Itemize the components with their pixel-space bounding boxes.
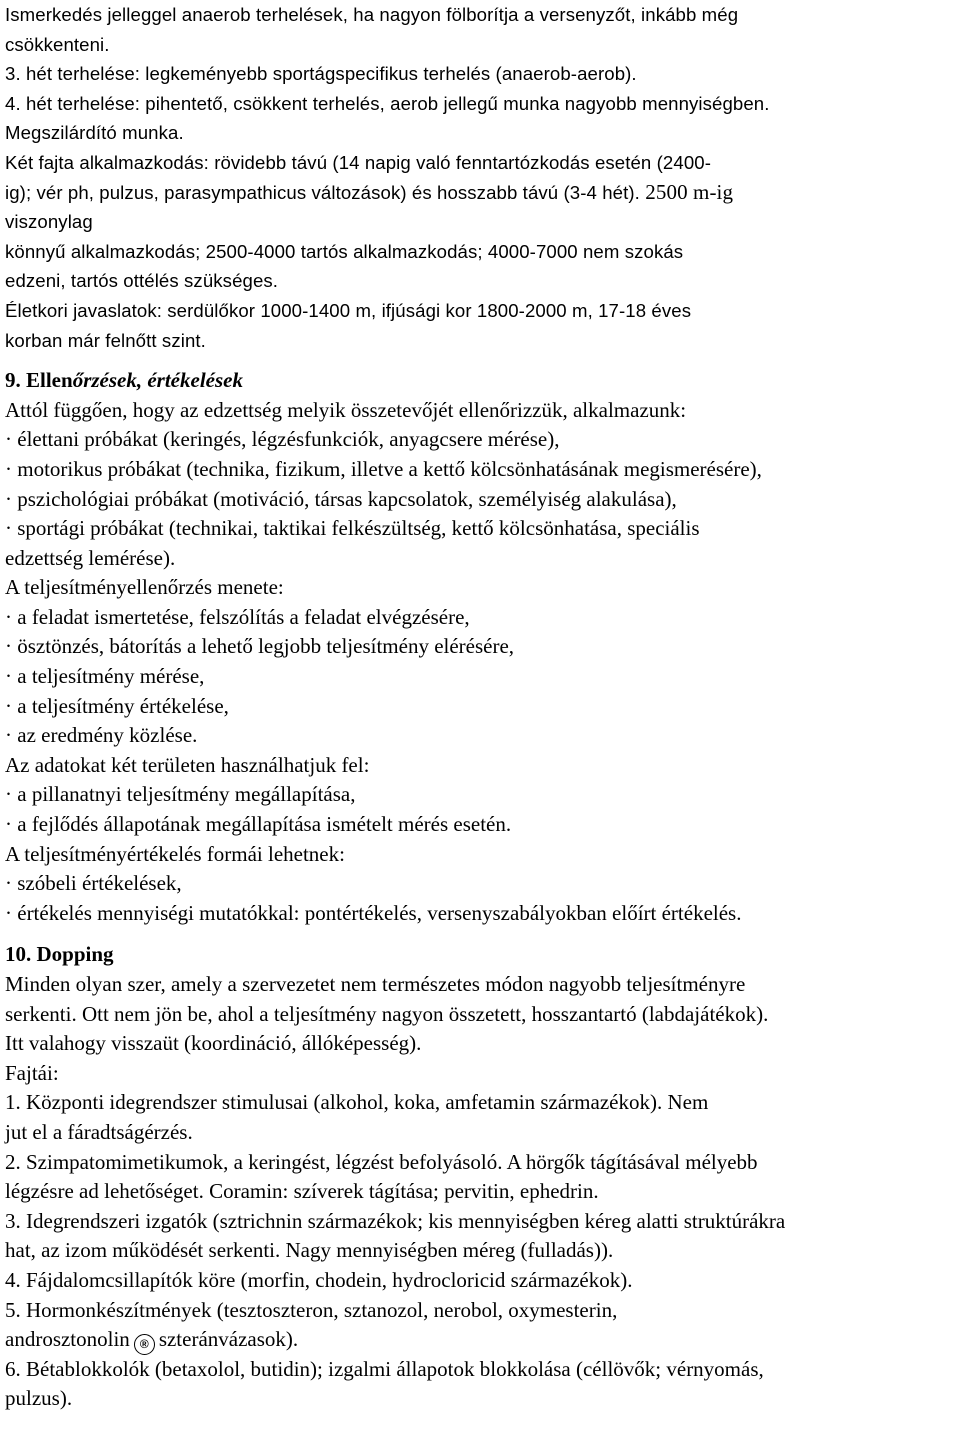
list-item: 5. Hormonkészítmények (tesztoszteron, sztanozol, nerobol, oxymesterin,: [5, 1297, 618, 1322]
list-item: · a feladat ismertetése, felszólítás a feladat elvégzésére,: [5, 604, 470, 629]
intro-block: [5, 0, 957, 355]
text-line: Ismerkedés jelleggel anaerob terhelések, ha nagyon fölborítja a versenyzőt, inkább még: [5, 4, 739, 25]
list-item: 4. Fájdalomcsillapítók köre (morfin, chodein, hydrocloricid származékok).: [5, 1267, 633, 1292]
text-line: korban már felnőtt szint.: [5, 329, 206, 351]
list-item: · a pillanatnyi teljesítmény megállapítása,: [5, 782, 356, 807]
list-item: · motorikus próbákat (technika, fizikum, illetve a kettő kölcsönhatásának megismerésére),: [5, 456, 762, 481]
text-line: Minden olyan szer, amely a szervezetet nem természetes módon nagyobb teljesítményre: [5, 972, 746, 996]
text-line: Attól függően, hogy az edzettség melyik összetevőjét ellenőrizzük, alkalmazunk:: [5, 397, 687, 422]
text-line: A teljesítményellenőrzés menete:: [5, 575, 284, 600]
list-item: · értékelés mennyiségi mutatókkal: pontértékelés, versenyszabályokban előírt értékelés.: [5, 900, 742, 925]
list-item: · az eredmény közlése.: [5, 723, 198, 748]
text-line: Megszilárdító munka.: [5, 122, 184, 144]
text-line: hat, az izom működését serkenti. Nagy mennyiségben méreg (fulladás)).: [5, 1238, 614, 1263]
list-item: 6. Bétablokkolók (betaxolol, butidin); izgalmi állapotok blokkolása (céllövők; vérnyomás,: [5, 1356, 764, 1381]
text-line: Fajtái:: [5, 1060, 59, 1085]
text-line: Az adatokat két területen használhatjuk fel:: [5, 752, 370, 777]
heading-number: 9. Ellen: [5, 368, 73, 393]
text-segment: ig); vér ph, pulzus, parasympathicus változások) és hosszabb távú (3-4 hét).: [5, 181, 640, 203]
list-item: 1. Központi idegrendszer stimulusai (alkohol, koka, amfetamin származékok). Nem: [5, 1090, 709, 1115]
text-line: pulzus).: [5, 1386, 73, 1411]
document-page: [5, 0, 957, 1414]
text-line: jut el a fáradtságérzés.: [5, 1119, 193, 1144]
list-item: · a teljesítmény értékelése,: [5, 693, 229, 718]
section-9: [5, 366, 957, 928]
list-item: · a fejlődés állapotának megállapítása ismételt mérés esetén.: [5, 812, 512, 837]
text-line: [5, 1325, 957, 1355]
text-line: Itt valahogy visszaüt (koordináció, állóképesség).: [5, 1031, 422, 1056]
text-line: 3. hét terhelése: legkeményebb sportágspecifikus terhelés (anaerob-aerob).: [5, 63, 637, 85]
text-line: A teljesítményértékelés formái lehetnek:: [5, 841, 345, 866]
list-item: · pszichológiai próbákat (motiváció, társas kapcsolatok, személyiség alakulása),: [5, 486, 677, 511]
text-segment: androsztonolin: [5, 1327, 130, 1352]
text-line: serkenti. Ott nem jön be, ahol a teljesítmény nagyon összetett, hosszantartó (labdajátékok).: [5, 1001, 769, 1026]
list-item: · szóbeli értékelések,: [5, 871, 182, 896]
text-line: csökkenteni.: [5, 33, 110, 55]
text-line: könnyű alkalmazkodás; 2500-4000 tartós alkalmazkodás; 4000-7000 nem szokás: [5, 240, 684, 262]
text-line: légzésre ad lehetőséget. Coramin: szíverek tágítása; pervitin, ephedrin.: [5, 1179, 599, 1204]
text-line: edzeni, tartós ottélés szükséges.: [5, 270, 279, 292]
section-10: [5, 940, 957, 1414]
text-line: viszonylag: [5, 211, 93, 233]
list-item: 3. Idegrendszeri izgatók (sztrichnin származékok; kis mennyiségben kéreg alatti struktúrákra: [5, 1208, 786, 1233]
registered-icon: ®: [134, 1334, 155, 1355]
list-item: · sportági próbákat (technikai, taktikai felkészültség, kettő kölcsönhatása, speciális: [5, 516, 700, 541]
heading-title: őrzések, értékelések: [72, 368, 243, 393]
list-item: 2. Szimpatomimetikumok, a keringést, légzést befolyásoló. A hörgők tágításával mélyebb: [5, 1149, 758, 1174]
section-heading: 10. Dopping: [5, 942, 114, 967]
text-segment-serif: 2500 m-ig: [639, 179, 734, 204]
text-line: [5, 178, 957, 208]
text-segment: szteránvázasok).: [158, 1327, 299, 1352]
text-line: Életkori javaslatok: serdülőkor 1000-1400 m, ifjúsági kor 1800-2000 m, 17-18 éves: [5, 299, 692, 321]
list-item: · élettani próbákat (keringés, légzésfunkciók, anyagcsere mérése),: [5, 427, 560, 452]
list-item: · a teljesítmény mérése,: [5, 664, 205, 689]
text-line: Két fajta alkalmazkodás: rövidebb távú (14 napig való fenntartózkodás esetén (2400-: [5, 151, 711, 173]
text-line: 4. hét terhelése: pihentető, csökkent terhelés, aerob jellegű munka nagyobb mennyiségben.: [5, 92, 770, 114]
text-line: edzettség lemérése).: [5, 545, 176, 570]
list-item: · ösztönzés, bátorítás a lehető legjobb teljesítmény elérésére,: [5, 634, 515, 659]
section-heading: [5, 366, 957, 396]
